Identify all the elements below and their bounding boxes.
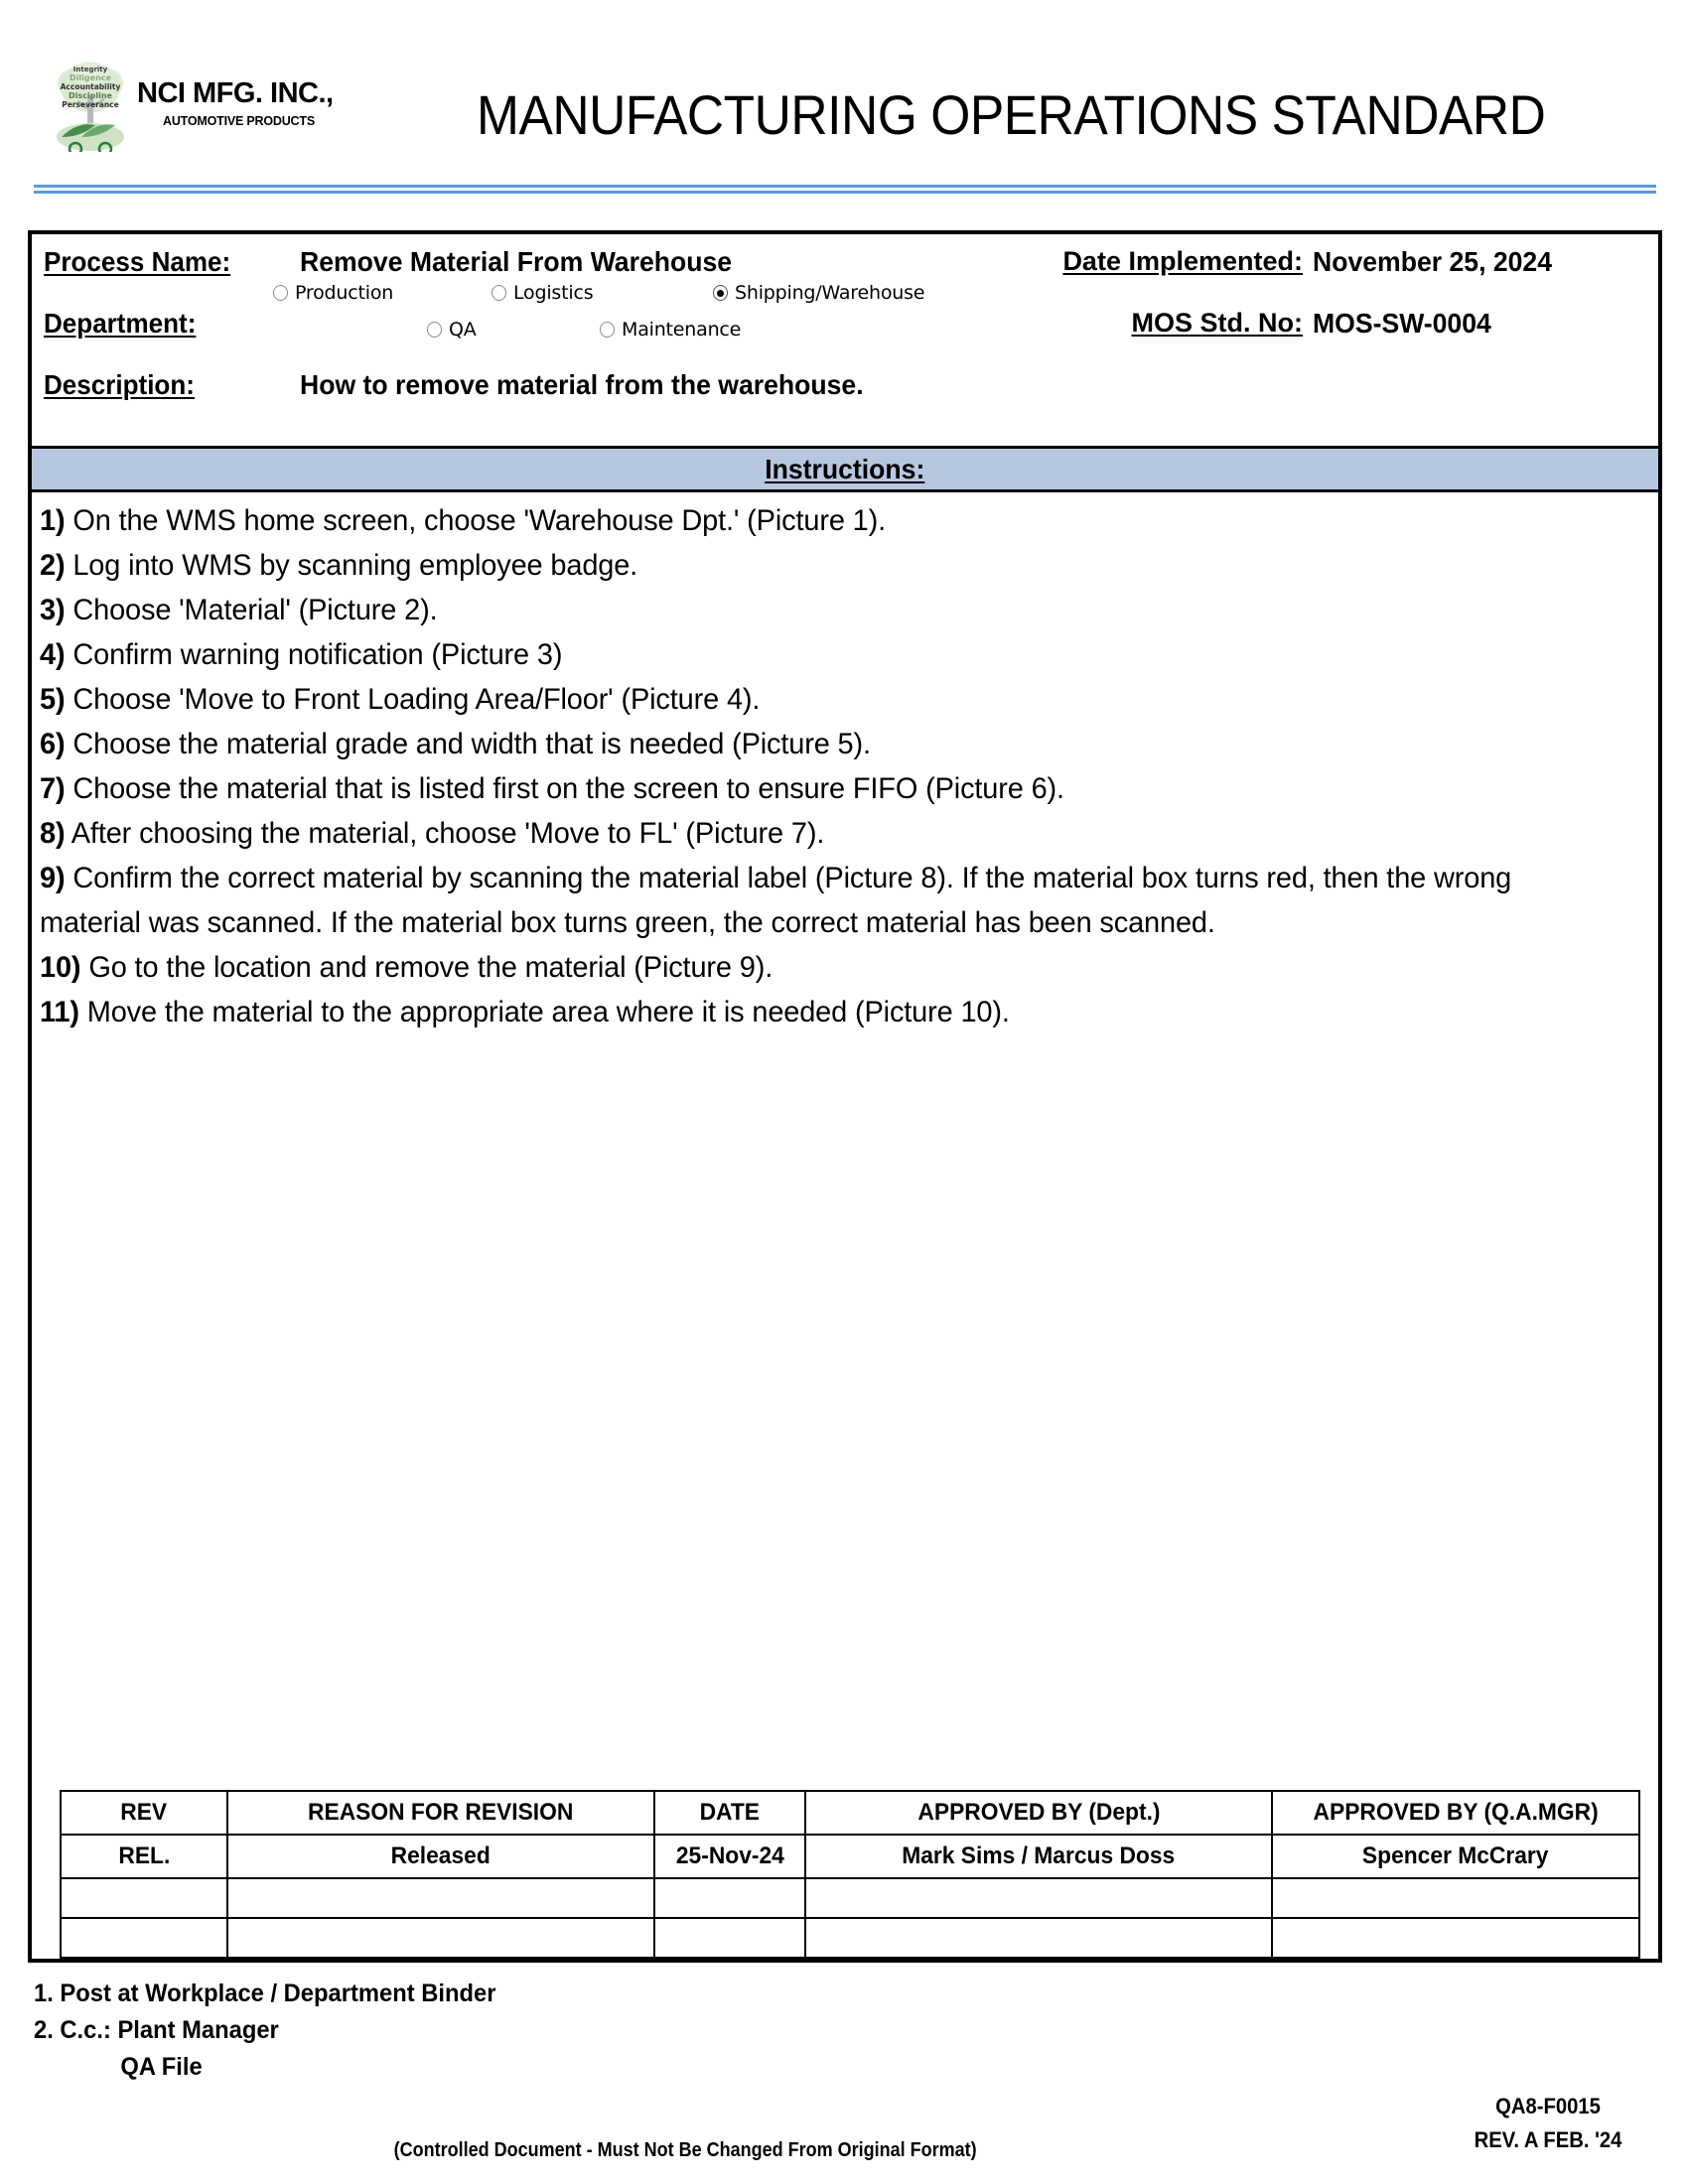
instruction-item [40,632,1592,677]
cell-reason: Released [227,1835,654,1878]
instruction-item [40,677,1592,722]
company-name: NCI MFG. INC., [137,77,334,109]
instruction-item [40,856,1592,945]
cell-approved-dept [805,1878,1272,1918]
description-value: How to remove material from the warehouse. [300,369,864,400]
instruction-text: After choosing the material, choose 'Move to FL' (Picture 7). [70,817,825,850]
instruction-item [40,811,1592,856]
document-header [0,0,1688,189]
header-divider [34,185,1656,194]
department-option-logistics[interactable] [492,282,593,304]
mos-std-no-label: MOS Std. No: [1131,308,1303,338]
table-row [61,1878,1639,1918]
instruction-text: Log into WMS by scanning employee badge. [72,549,638,582]
cell-date: 25-Nov-24 [654,1835,805,1878]
logo-value-perseverance: Perseverance [62,100,119,109]
instruction-text: Choose the material that is listed first on the screen to ensure FIFO (Picture 6). [72,772,1064,805]
distribution-notes [34,1976,520,2086]
controlled-document-note: (Controlled Document - Must Not Be Changed From Original Format) [393,2139,977,2161]
department-option-label: QA [449,319,477,341]
column-header-approved-dept: APPROVED BY (Dept.) [805,1791,1272,1835]
table-header-row [61,1791,1639,1835]
description-label: Description: [44,369,195,400]
instruction-item [40,498,1592,543]
mos-std-no-value: MOS-SW-0004 [1313,308,1491,339]
revision-table [60,1790,1640,1959]
distribution-note: 1. Post at Workplace / Department Binder [34,1979,496,2007]
radio-icon[interactable] [600,322,615,338]
instruction-number: 8) [40,817,66,850]
department-option-label: Production [295,282,394,304]
instruction-text: Choose the material grade and width that is needed (Picture 5). [72,728,871,760]
company-wordmark [137,79,385,128]
cell-approved-qa [1272,1918,1639,1958]
cell-approved-dept [805,1918,1272,1958]
table-row [61,1918,1639,1958]
radio-icon[interactable] [427,322,442,338]
cell-rev [61,1918,227,1958]
radio-icon-selected[interactable] [713,285,728,301]
instruction-item [40,588,1592,632]
department-option-label: Logistics [513,282,594,304]
tree-logo-icon [52,58,129,152]
department-option-label: Maintenance [622,319,742,341]
form-revision: REV. A FEB. '24 [1474,2127,1622,2152]
logo-value-discipline: Discipline [69,91,112,100]
radio-icon[interactable] [273,285,288,301]
company-logo [52,58,350,152]
instruction-number: 7) [40,772,66,805]
radio-icon[interactable] [492,285,506,301]
instructions-header [32,449,1658,492]
cell-approved-qa: Spencer McCrary [1272,1835,1639,1878]
instruction-number: 4) [40,638,66,671]
process-name-label: Process Name: [44,246,231,277]
department-option-production[interactable] [273,282,393,304]
cell-reason [227,1918,654,1958]
distribution-note: 2. C.c.: Plant Manager [34,2016,279,2044]
instruction-number: 1) [40,504,66,537]
date-implemented-value: November 25, 2024 [1313,246,1553,277]
table-row [61,1835,1639,1878]
document-info-block [32,234,1658,449]
instruction-number: 2) [40,549,66,582]
cell-rev: REL. [61,1835,227,1878]
instruction-number: 3) [40,594,66,626]
cell-date [654,1878,805,1918]
logo-value-integrity: Integrity [72,66,108,73]
instruction-text: On the WMS home screen, choose 'Warehouse Dpt.' (Picture 1). [72,504,887,537]
instruction-item [40,722,1592,766]
instruction-item [40,990,1592,1034]
column-header-reason: REASON FOR REVISION [227,1791,654,1835]
instructions-list [32,492,1658,1034]
instruction-number: 5) [40,683,66,716]
column-header-approved-qa: APPROVED BY (Q.A.MGR) [1272,1791,1639,1835]
department-label: Department: [44,308,197,339]
logo-value-accountability: Accountability [60,82,121,91]
revision-history [60,1790,1638,1959]
cell-date [654,1918,805,1958]
instruction-number: 11) [40,996,79,1028]
page-title: MANUFACTURING OPERATIONS STANDARD [477,83,1546,146]
form-number: QA8-F0015 [1495,2094,1601,2118]
column-header-rev: REV [61,1791,227,1835]
instruction-text: Confirm the correct material by scanning the material label (Picture 8). If the material box turns red, then the wrong material was scanned. If the material box turns green, the correct material has been scanned. [40,862,1512,939]
company-tagline: AUTOMOTIVE PRODUCTS [163,114,315,128]
department-option-qa[interactable] [427,319,477,341]
instruction-text: Move the material to the appropriate area where it is needed (Picture 10). [86,996,1010,1028]
column-header-date: DATE [654,1791,805,1835]
document-body-frame [28,230,1662,1963]
instruction-text: Choose 'Material' (Picture 2). [72,594,438,626]
cell-reason [227,1878,654,1918]
instruction-number: 10) [40,951,81,984]
date-implemented-label: Date Implemented: [1062,246,1303,276]
cell-rev [61,1878,227,1918]
cell-approved-qa [1272,1878,1639,1918]
department-option-shipping-warehouse[interactable] [713,282,924,304]
cell-approved-dept: Mark Sims / Marcus Doss [805,1835,1272,1878]
distribution-note: QA File [120,2053,203,2081]
instructions-header-label: Instructions: [765,453,925,484]
process-name-value: Remove Material From Warehouse [300,246,733,277]
instruction-text: Go to the location and remove the material (Picture 9). [88,951,774,984]
form-identifier [1434,2090,1662,2157]
instruction-number: 9) [40,862,66,894]
instruction-text: Confirm warning notification (Picture 3) [72,638,563,671]
instruction-item [40,766,1592,811]
instruction-number: 6) [40,728,66,760]
department-option-label: Shipping/Warehouse [735,282,925,304]
instruction-item [40,543,1592,588]
instruction-item [40,945,1592,990]
department-option-maintenance[interactable] [600,319,741,341]
logo-value-diligence: Diligence [70,73,111,82]
instruction-text: Choose 'Move to Front Loading Area/Floor' (Picture 4). [72,683,761,716]
